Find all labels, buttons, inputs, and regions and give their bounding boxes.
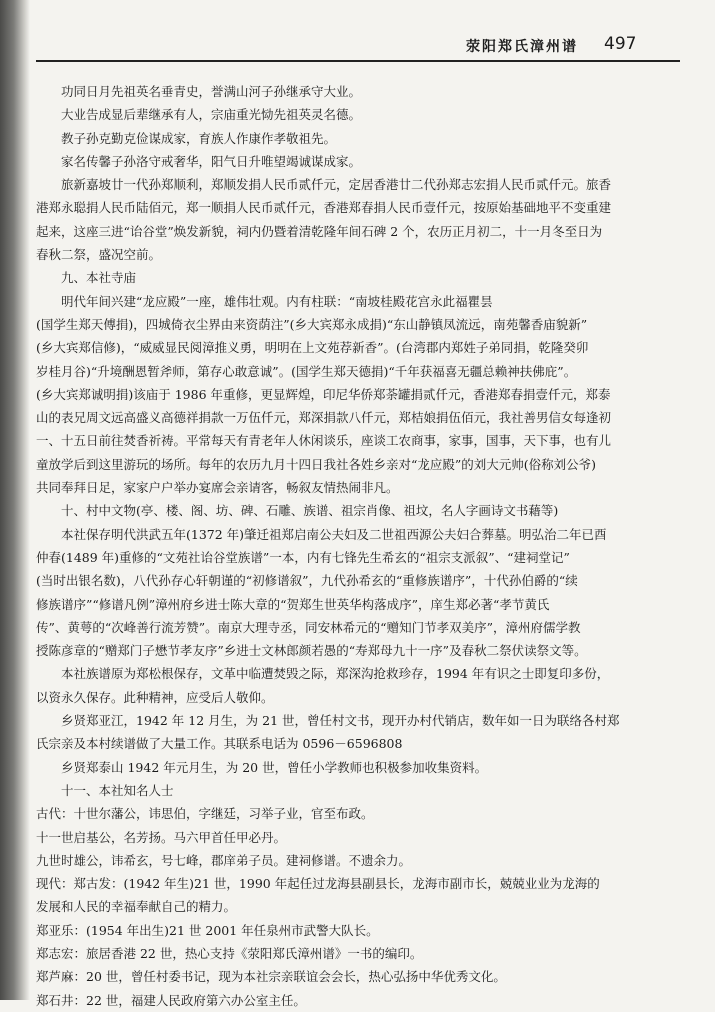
page-body xyxy=(36,80,682,1012)
text-line: (乡大宾郑诚明捐)该庙于 1986 年重修，更显辉煌，印尼华侨郑荼罐捐贰仟元，香港郑春捐壹仟元，郑泰 xyxy=(36,386,611,402)
text-line: 本社族谱原为郑松根保存，文革中临遭焚毁之际，郑深沟抢救珍存，1994 年有识之士即复印多份， xyxy=(61,666,610,682)
text-line: 岁桂月谷)“升境酬恩暂斧师，第存心敢意诚”。(国学生郑天德捐)“千年获福喜无疆总赖神扶佛庇”。 xyxy=(36,363,577,379)
page-header xyxy=(0,36,715,58)
text-line: 修族谱序”“修谱凡例”漳州府乡进士陈大章的“贺郑生世英华构落成序”，庠生郑必著“孝节黄氏 xyxy=(36,596,550,612)
text-line: 起来，这座三进“诒谷堂”焕发新貌，祠内仍暨着清乾隆年间石碑 2 个，农历正月初二，十一月冬至日为 xyxy=(36,223,603,239)
text-line: 乡贤郑亚江，1942 年 12 月生，为 21 世，曾任村文书，现开办村代销店，数年如一日为联络各村郑 xyxy=(61,713,620,729)
text-line: 乡贤郑泰山 1942 年元月生，为 20 世，曾任小学教师也积极参加收集资料。 xyxy=(61,759,488,775)
text-line: 发展和人民的幸福奉献自己的精力。 xyxy=(36,899,237,915)
running-title: 荥阳郑氏漳州谱 xyxy=(466,39,578,55)
section-heading: 九、本社寺庙 xyxy=(61,270,137,286)
text-line: 郑亚乐：(1954 年出生)21 世 2001 年任泉州市武警大队长。 xyxy=(36,922,379,938)
text-line: 氏宗亲及本村续谱做了大量工作。其联系电话为 0596－6596808 xyxy=(36,736,403,752)
text-line: 仲春(1489 年)重修的“文苑社诒谷堂族谱”一本，内有七锋先生希玄的“祖宗支派叙”、“建祠堂记” xyxy=(36,549,570,565)
header-rule xyxy=(36,60,680,62)
text-line: 郑芦麻：20 世，曾任村委书记，现为本社宗亲联谊会会长，热心弘扬中华优秀文化。 xyxy=(36,969,506,985)
text-line: 共同奉拜日足，家家户户举办宴席会亲请客，畅叙友情热闹非凡。 xyxy=(36,480,399,496)
text-line: 十一世启基公，名芳扬。马六甲首任甲必丹。 xyxy=(36,829,287,845)
text-line: (乡大宾郑信修)，“威威显民阅漳推义勇，明明在上文苑荐新香”。(台湾郡内郑姓子弟同捐，乾隆癸卯 xyxy=(36,340,589,356)
text-line: 童放学后到这里游玩的场所。每年的农历九月十四日我社各姓乡亲对“龙应殿”的刘大元帅(俗称刘公爷) xyxy=(36,456,597,472)
text-line: 功同日月先祖英名垂青史，誉满山河子孙继承守大业。 xyxy=(61,84,362,99)
text-line: 港郑永聪捐人民币陆佰元，郑一顺捐人民币贰仟元，香港郑春捐人民币壹仟元，按原始基础地平不变重建 xyxy=(36,200,612,216)
text-line: 春秋二祭，盛况空前。 xyxy=(36,247,162,263)
text-line: 旅新嘉坡廿一代孙郑顺利，郑顺发捐人民币贰仟元，定居香港廿二代孙郑志宏捐人民币贰仟元。旅香 xyxy=(61,177,612,193)
section-heading: 十、村中文物(亭、楼、阁、坊、碑、石雕、族谱、祖宗肖像、祖坟，名人字画诗文书藉等) xyxy=(61,503,559,519)
text-line: 郑石井：22 世，福建人民政府第六办公室主任。 xyxy=(36,992,306,1008)
text-line: 大业告成显后辈继承有人，宗庙重光恸先祖英灵名德。 xyxy=(61,107,362,123)
text-line: 传”、黄萼的“次峰善行流芳赞”。南京大理寺丞，同安林希元的“赠知门节孝双美序”，漳州府儒学教 xyxy=(36,619,581,635)
text-line: 明代年间兴建“龙应殿”一座，雄伟壮观。内有柱联：“南坡桂殿花宫永此福瞿昙 xyxy=(61,293,493,309)
text-line: 现代：郑古发：(1942 年生)21 世，1990 年起任过龙海县副县长，龙海市副市长，兢兢业业为龙海的 xyxy=(36,876,600,892)
text-line: 古代：十世尔藩公，讳思伯，字继廷，习举子业，官至布政。 xyxy=(36,806,374,822)
text-line: 以资永久保存。此种精神，应受后人敬仰。 xyxy=(36,689,274,705)
book-spine-shadow xyxy=(0,0,30,1000)
section-heading: 十一、本社知名人士 xyxy=(61,782,174,798)
text-line: 教子孙克勤克俭谋成家，育族人作康作孝敬祖先。 xyxy=(61,130,337,146)
text-line: 山的表兄周文远高盛义高德祥捐款一万伍仟元，郑深捐款八仟元，郑桔娘捐伍佰元，我社善男信女每逢初 xyxy=(36,410,612,426)
text-line: 家名传馨子孙洛守戒奢华，阳气日升唯望竭诚谋成家。 xyxy=(61,153,362,169)
text-line: 本社保存明代洪武五年(1372 年)肇迁祖郑启南公夫妇及二世祖西源公夫妇合葬墓。明弘治二年已酉 xyxy=(61,526,607,542)
text-line: 授陈彦章的“赠郑门子懋节孝友序”乡进士文林郎颜若愚的“寿郑母九十一序”及春秋二祭伏读祭文等。 xyxy=(36,643,587,659)
text-line: 一、十五日前往焚香祈祷。平常每天有青老年人休闲谈乐，座谈工农商事，家事，国事，天下事，也有儿 xyxy=(36,433,612,449)
text-line: (国学生郑天傅捐)，四城倚衣尘界由来资荫注”(乡大宾郑永成捐)“东山静镇凤流远，南苑馨香庙貌新” xyxy=(36,316,588,332)
text-line: 九世时雄公，讳希玄，号七峰，郡庠弟子员。建祠修谱。不遗余力。 xyxy=(36,852,412,868)
text-line: (当时出银名数)，八代孙存心轩朝谨的“初修谱叙”，九代孙希玄的“重修族谱序”，十代孙伯爵的“续 xyxy=(36,573,578,589)
text-line: 郑志宏：旅居香港 22 世，热心支持《荥阳郑氏漳州谱》一书的编印。 xyxy=(36,945,423,961)
page-number: 497 xyxy=(604,34,637,54)
